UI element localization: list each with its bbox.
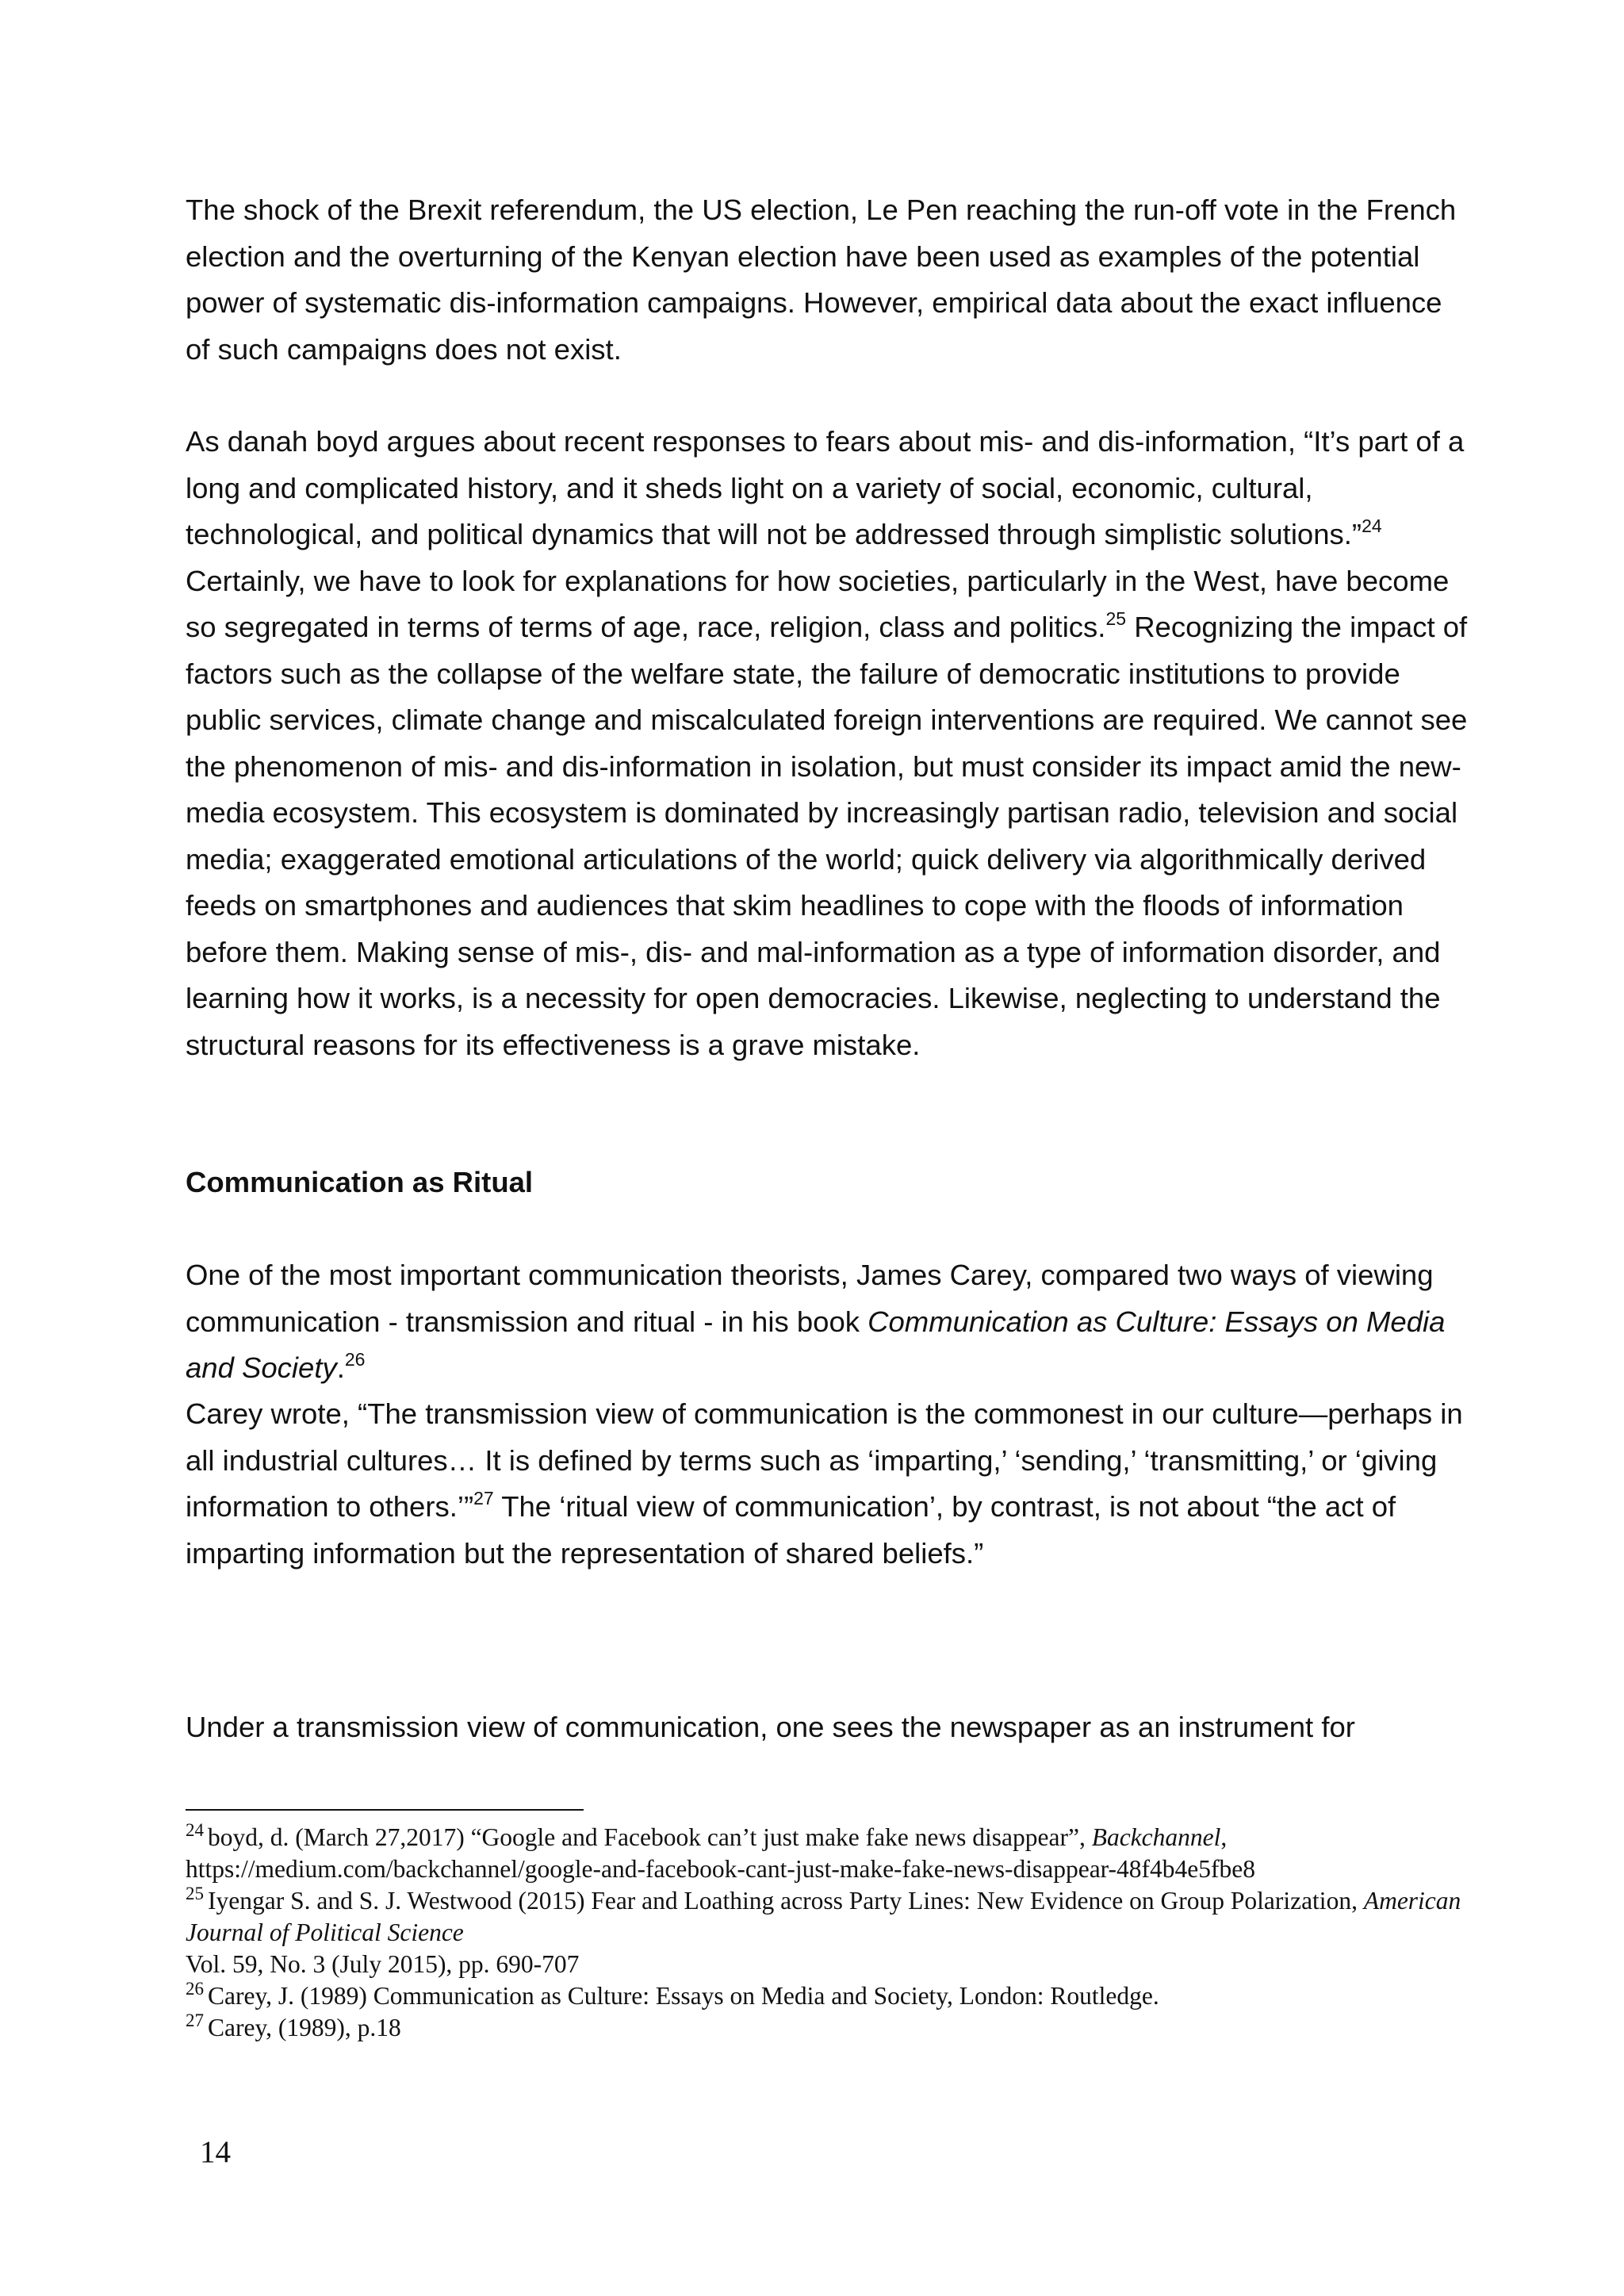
paragraph-3 xyxy=(186,1252,1470,1392)
footnote-26-number: 26 xyxy=(186,1979,204,1999)
footnote-25-volume: Vol. 59, No. 3 (July 2015), pp. 690-707 xyxy=(186,1950,580,1978)
paragraph-5 xyxy=(186,1704,1470,1751)
footnote-ref-25[interactable]: 25 xyxy=(1105,608,1127,629)
footnote-27 xyxy=(186,2012,1534,2044)
footnote-24-source: Backchannel xyxy=(1091,1823,1221,1851)
footnote-24-text: boyd, d. (March 27,2017) “Google and Facebook can’t just make fake news disappear”, xyxy=(208,1823,1092,1851)
footnote-24-comma: , xyxy=(1220,1823,1228,1851)
footnotes xyxy=(186,1822,1534,2044)
paragraph-3-text-b: . xyxy=(336,1351,345,1384)
footnote-27-number: 27 xyxy=(186,2010,204,2030)
footnote-24 xyxy=(186,1822,1534,1885)
paragraph-4-text-b: The ‘ritual view of communication’, by contrast, is not about “the act of imparting information but the representation of shared beliefs.” xyxy=(186,1490,1396,1570)
paragraph-1-text: The shock of the Brexit referendum, the US election, Le Pen reaching the run-off vote in the French election and the overturning of the Kenyan election have been used as examples of the potential power of systematic dis-information campaigns. However, empirical data about the exact influence of such campaigns does not exist. xyxy=(186,194,1457,366)
footnote-ref-24[interactable]: 24 xyxy=(1362,516,1382,536)
footnote-26 xyxy=(186,1980,1534,2012)
paragraph-2 xyxy=(186,419,1470,1068)
footnote-24-url[interactable]: https://medium.com/backchannel/google-and-facebook-cant-just-make-fake-news-disappear-48f4b4e5fbe8 xyxy=(186,1855,1255,1883)
paragraph-2-text-b: Certainly, we have to look for explanations for how societies, particularly in the West, have become so segregated in terms of terms of age, race, religion, class and politics. xyxy=(186,564,1450,643)
paragraph-2-text-c: Recognizing the impact of factors such as the collapse of the welfare state, the failure of democratic institutions to provide public services, climate change and miscalculated foreign interventions are required. We cannot see the phenomenon of mis- and dis-information in isolation, but must consider its impact amid the new-media ecosystem. This ecosystem is dominated by increasingly partisan radio, television and social media; exaggerated emotional articulations of the world; quick delivery via algorithmically derived feeds on smartphones and audiences that skim headlines to cope with the floods of information before them. Making sense of mis-, dis- and mal-information as a type of information disorder, and learning how it works, is a necessity for open democracies. Likewise, neglecting to understand the structural reasons for its effectiveness is a grave mistake. xyxy=(186,611,1468,1061)
paragraph-4 xyxy=(186,1391,1470,1577)
section-heading: Communication as Ritual xyxy=(186,1166,534,1198)
footnote-25-source: American Journal of Political Science xyxy=(186,1887,1461,1946)
footnote-ref-27[interactable]: 27 xyxy=(473,1488,494,1508)
paragraph-2-text-a: As danah boyd argues about recent responses to fears about mis- and dis-information, “It’s part of a long and complicated history, and it sheds light on a variety of social, economic, cultural, technological, and political dynamics that will not be addressed through simplistic solutions.” xyxy=(186,425,1465,550)
footnote-25-number: 25 xyxy=(186,1884,204,1903)
footnote-ref-26[interactable]: 26 xyxy=(344,1349,366,1370)
footnote-24-number: 24 xyxy=(186,1820,204,1840)
page-number: 14 xyxy=(200,2135,231,2169)
footnote-26-text: Carey, J. (1989) Communication as Culture: Essays on Media and Society, London: Routledge. xyxy=(208,1982,1159,2010)
book-title: Communication as Culture: Essays on Media and Society xyxy=(186,1305,1446,1384)
footnote-27-text: Carey, (1989), p.18 xyxy=(208,2014,401,2041)
footnote-25 xyxy=(186,1885,1534,1980)
paragraph-1 xyxy=(186,187,1470,373)
footnote-25-text: Iyengar S. and S. J. Westwood (2015) Fear and Loathing across Party Lines: New Evidence on Group Polarization, xyxy=(208,1887,1364,1915)
paragraph-3-text-a: One of the most important communication theorists, James Carey, compared two ways of viewing communication - transmission and ritual - in his book xyxy=(186,1259,1434,1338)
paragraph-4-text-a: Carey wrote, “The transmission view of communication is the commonest in our culture—perhaps in all industrial cultures… It is defined by terms such as ‘imparting,’ ‘sending,’ ‘transmitting,’ or ‘giving information to others.’” xyxy=(186,1397,1463,1523)
footnote-separator xyxy=(186,1809,584,1811)
paragraph-5-text: Under a transmission view of communication, one sees the newspaper as an instrument for xyxy=(186,1711,1355,1743)
